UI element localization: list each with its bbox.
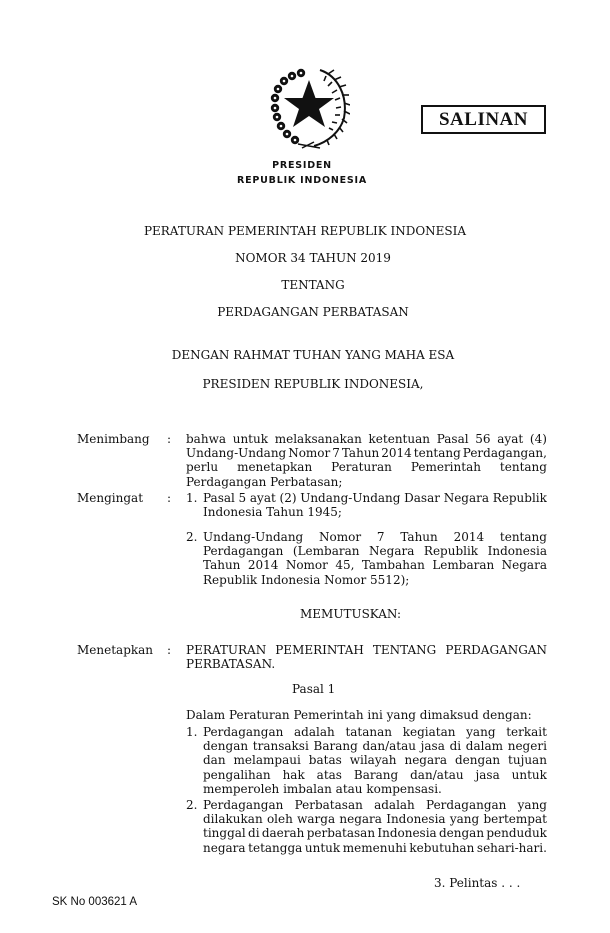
- text-line: Tahun 2014 Nomor 45, Tambahan Lembaran Negara: [203, 558, 547, 573]
- menimbang-label: Menimbang: [77, 432, 150, 446]
- pasal-heading: Pasal 1: [292, 682, 336, 696]
- text-line: pengalihan hak atas Barang dan/atau jasa untuk: [203, 767, 547, 782]
- salinan-stamp: SALINAN: [421, 105, 546, 134]
- continuation-marker: 3. Pelintas . . .: [434, 876, 521, 890]
- menetapkan-label: Menetapkan: [77, 643, 154, 657]
- mengingat-colon: :: [167, 491, 172, 505]
- pasal-intro: Dalam Peraturan Pemerintah ini yang dimaksud dengan:: [186, 708, 532, 722]
- mengingat-label: Mengingat: [77, 491, 144, 505]
- text-line: Perdagangan Perbatasan adalah Perdagangan yang: [203, 798, 547, 812]
- text-line: PERBATASAN.: [186, 657, 276, 672]
- text-line: dengan transaksi Barang dan/atau jasa di dalam negeri: [203, 739, 547, 754]
- text-line: Undang-Undang Nomor 7 Tahun 2014 tentang Perdagangan,: [186, 446, 547, 461]
- menetapkan-text: [186, 643, 547, 671]
- text-line: Pasal 5 ayat (2) Undang-Undang Dasar Negara Republik: [203, 491, 547, 505]
- garuda-star-emblem-icon: [268, 66, 350, 150]
- preamble-line: DENGAN RAHMAT TUHAN YANG MAHA ESA: [171, 348, 455, 362]
- regulation-number: NOMOR 34 TAHUN 2019: [235, 251, 391, 265]
- text-line: Republik Indonesia Nomor 5512);: [203, 572, 410, 587]
- text-line: tinggal di daerah perbatasan Indonesia dengan penduduk: [203, 826, 547, 841]
- definition-item-1: [203, 725, 547, 796]
- menetapkan-colon: :: [167, 643, 172, 657]
- list-number: 1.: [186, 725, 198, 739]
- president-line: PRESIDEN REPUBLIK INDONESIA,: [202, 377, 424, 391]
- list-number: 2.: [186, 798, 198, 812]
- text-line: negara tetangga untuk memenuhi kebutuhan sehari-hari.: [203, 840, 547, 855]
- text-line: dan melampaui batas wilayah negara dengan tujuan: [203, 753, 547, 768]
- mengingat-item-2: [203, 530, 547, 587]
- regulation-title: PERATURAN PEMERINTAH REPUBLIK INDONESIA: [143, 224, 467, 238]
- text-line: perlu menetapkan Peraturan Pemerintah tentang: [186, 460, 547, 475]
- text-line: Perdagangan Perbatasan;: [186, 474, 343, 489]
- menimbang-text: [186, 432, 547, 489]
- text-line: Indonesia Tahun 1945;: [203, 505, 342, 520]
- menimbang-colon: :: [167, 432, 172, 446]
- republic-heading: REPUBLIK INDONESIA: [237, 175, 367, 186]
- text-line: dilakukan oleh warga negara Indonesia yang bertempat: [203, 812, 547, 827]
- definition-item-2: [203, 798, 547, 855]
- text-line: PERATURAN PEMERINTAH TENTANG PERDAGANGAN: [186, 643, 547, 657]
- memutuskan-heading: MEMUTUSKAN:: [300, 607, 402, 621]
- text-line: Perdagangan (Lembaran Negara Republik Indonesia: [203, 544, 547, 559]
- president-heading: PRESIDEN: [272, 160, 332, 171]
- regulation-subject: PERDAGANGAN PERBATASAN: [217, 305, 409, 319]
- text-line: bahwa untuk melaksanakan ketentuan Pasal 56 ayat (4): [186, 432, 547, 446]
- mengingat-item-1: [203, 491, 547, 519]
- text-line: Undang-Undang Nomor 7 Tahun 2014 tentang: [203, 530, 547, 544]
- list-number: 1.: [186, 491, 198, 505]
- sk-number: SK No 003621 A: [52, 896, 138, 908]
- tentang-heading: TENTANG: [281, 278, 345, 292]
- text-line: memperoleh imbalan atau kompensasi.: [203, 781, 442, 796]
- text-line: Perdagangan adalah tatanan kegiatan yang terkait: [203, 725, 547, 739]
- list-number: 2.: [186, 530, 198, 544]
